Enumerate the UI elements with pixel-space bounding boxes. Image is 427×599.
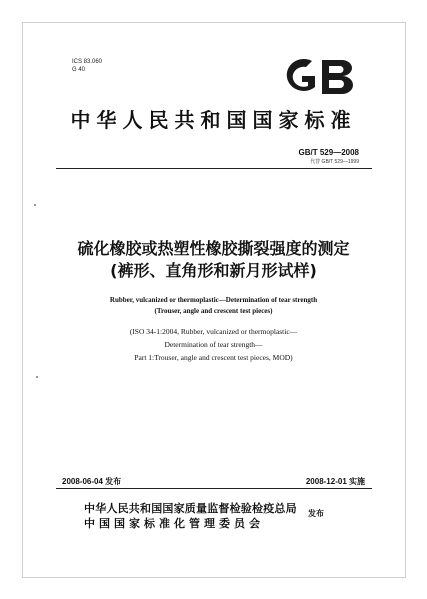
classification-codes: [72, 58, 102, 74]
ics-code: ICS 83.060: [72, 59, 103, 65]
implementation-date: 2008-12-01 实施: [305, 477, 365, 486]
scan-speck: [36, 376, 38, 378]
chinese-title-line2: (裤形、直角形和新月形试样): [110, 261, 317, 280]
standard-code: GB/T 529—2008: [298, 148, 359, 157]
english-title-line2: (Trouser, angle and crescent test pieces): [154, 307, 273, 315]
gb-logo-icon: [282, 56, 358, 98]
issue-date: 2008-06-04 发布: [62, 477, 122, 486]
replaces-code: 代替 GB/T 529—1999: [310, 159, 359, 165]
issue-verb: 发布: [308, 509, 324, 518]
standard-code-block: [299, 148, 359, 165]
issuer-line1: 中华人民共和国国家质量监督检验检疫总局: [84, 502, 297, 515]
national-standard-name: 中华人民共和国国家标准: [70, 108, 357, 132]
iso-reference-line3: Part 1:Trouser, angle and crescent test pieces, MOD): [134, 353, 293, 362]
iso-reference-line2: Determination of tear strength—: [164, 340, 263, 349]
header-divider: [56, 168, 372, 169]
chinese-title-line1: 硫化橡胶或热塑性橡胶撕裂强度的测定: [77, 239, 350, 258]
ccs-code: G 40: [72, 67, 86, 73]
iso-reference-line1: (ISO 34-1:2004, Rubber, vulcanized or thermoplastic—: [129, 327, 298, 336]
scan-speck: [34, 204, 36, 206]
issuer-line2: 中国国家标准化管理委员会: [84, 517, 264, 530]
footer-divider: [56, 488, 372, 489]
english-title-line1: Rubber, vulcanized or thermoplastic—Determination of tear strength: [109, 296, 318, 304]
